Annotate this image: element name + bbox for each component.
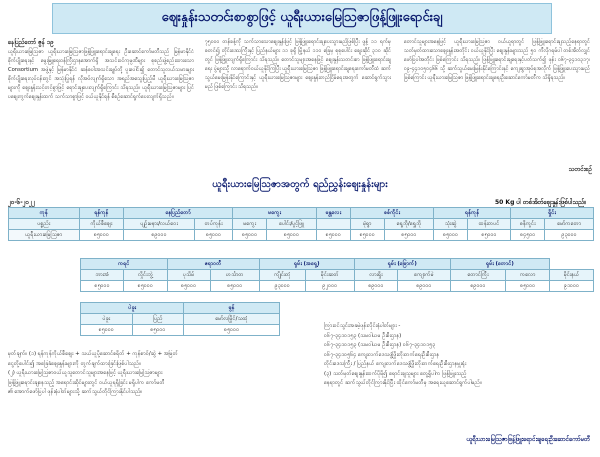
region-header: ပဲခူး <box>81 303 184 314</box>
town-header: ပုသိမ် <box>167 270 210 281</box>
price-cell: ၈၄၅၀၀ <box>511 230 545 241</box>
news-article <box>8 38 592 174</box>
town-header: တပ်ကုန်း <box>195 219 233 230</box>
town-header: မုံရွာ <box>350 219 384 230</box>
region-header: ဧရာဝတီ <box>167 259 259 270</box>
price-cell: ၈၅၀၀၀ <box>233 230 267 241</box>
article-column-1-text: ယူရီးယားမြေဩဇာ ယူရီးယားမြေဩဇာဖြန့်ဖြူးရောင်းချရေး ဦးဆောင်ကော်မတီသည် မြန်မာနိုင်ငံ စိုက်ပျိုးရေးနှင့် မွေးမြူရေးဝန်ကြီးဌာနအောက်ရှိ အသင်းဝင်ကုမ္ပဏီများ စုစည်းဖွဲ့စည်းထားသော Consortium အဖွဲ့နှင့် မြန်မာနိုင်ငံ ဆန်စပါးအသင်းချုပ်တို့ ပူးပေါင်း၍ တောင်သူလယ်သမားများ စိုက်ပျိုးရေးလုပ်ငန်းတွင် အသုံးပြုရန် လိုအပ်လျက်ရှိသော အရည်အသွေးပြည့်မီ ယူရီးယားမြေဩဇာများကို ဈေးနှုန်းသင့်တင့်စွာဖြင့် ရောင်းချပေးလျက်ရှိကြောင်း သိရသည်။ ယူရီးယားမြေဩဇာများ ပြင်ပဈေးကွက်ဈေးနှုန်းထက် သက်သာစွာဖြင့် ဝယ်ယူနိုင်ရန် စီစဉ်ဆောင်ရွက်ပေးလျက်ရှိသည်။ <box>8 49 194 100</box>
price-cell: ၈၅၀၀၀ <box>184 325 280 336</box>
region-header: ရန်ကုန် <box>434 208 511 219</box>
note-line: (၂) ယူရီးယားမြေဩဇာဝယ်ယူသူတောင်သူများအနေဖြင့် ယူရီးယားမြေဩဇာများ <box>8 370 163 376</box>
article-column-1 <box>8 38 194 174</box>
region-header: မွန် <box>184 303 280 314</box>
region-header: ကရင် <box>81 259 168 270</box>
note-line: ၏ အောက်ဖော်ပြပါ ဖုန်းနံပါတ်များသို့ ဆက်သွယ်တိုင်ကြားနိုင်ပါသည်။ <box>8 389 143 395</box>
town-header: ရွေဘို/ရွှေဘို <box>384 219 433 230</box>
table-corner-subheader: ပစ္စည်း <box>9 219 80 230</box>
notes-right <box>324 322 594 432</box>
article-dateline: နေပြည်တော် ဇွန် ၁၉ <box>8 39 54 46</box>
town-header <box>316 219 350 230</box>
price-cell: ၈၅၀၀၀ <box>350 230 384 241</box>
town-header: တောင်ကြီး <box>450 270 505 281</box>
price-cell: ၈၅၀၀၀ <box>316 230 350 241</box>
price-cell: ၈၅၀၀၀ <box>434 230 468 241</box>
town-header: ဟင်္သာတ <box>210 270 259 281</box>
price-cell: ၈၅၀၀၀ <box>267 230 317 241</box>
town-header: မိုင်းဆတ် <box>305 270 354 281</box>
price-cell: ၈၉၀၀၀ <box>398 281 451 292</box>
page-title: ဈေးနှုန်းသတင်းစာစွာဖြင့် ယူရီးယားမြေဩဇာဖြန့်ဖြူးရောင်းချ <box>52 3 552 34</box>
town-header: လားရှိုး <box>354 270 397 281</box>
town-header: မော်ကတော <box>545 219 594 230</box>
contact-line: (၃) သတ်မှတ်ဈေးနှုန်းထက်ပိုမို၍ ရောင်းချသူများ တွေ့ရှိပါက ဖြန့်ဖြူးသည့် <box>324 370 467 377</box>
region-header: ရှမ်း (အရှေ့) <box>259 259 354 270</box>
table-corner-header: ကုန် <box>9 208 80 219</box>
region-header: မန္တလေး <box>316 208 350 219</box>
price-cell: ၈၅၀၀၀ <box>81 325 133 336</box>
price-cell: ၈၅၀၀၀ <box>506 281 550 292</box>
region-header: နေပြည်တော် <box>124 208 233 219</box>
town-header: ကျိုင်းတုံ <box>259 270 305 281</box>
product-name: ယူရီးယားမြေဩဇာ <box>9 230 80 241</box>
town-header: မော်လမြိုင်/သထုံ <box>184 314 280 325</box>
contact-line: ၀၆၇-၃၄၁၀၁၅၃ (သမဝါယမ ဦးစီးဌာန) <box>324 332 402 339</box>
price-cell: ၈၅၀၀၀ <box>468 230 511 241</box>
price-cell: ၈၉၀၀၀ <box>450 281 505 292</box>
base-price-subheader: ကိုယ်စီဈေး <box>79 219 124 230</box>
table-unit-note: 50 Kg ပါ တစ်အိတ်ဈေးနှုန်းဖြစ်ပါသည်။ <box>494 199 586 206</box>
region-header: စစ်ကိုင်း <box>350 208 433 219</box>
price-cell: ၈၅၀၀၀ <box>210 281 259 292</box>
article-byline: သတင်းစဉ် <box>568 166 592 173</box>
region-header: ရှိုင်း <box>511 208 594 219</box>
price-section-title: ယူရီးယားမြေဩဇာအတွက် ရည်ညွှန်းဈေးနှုန်းများ <box>212 179 388 190</box>
town-header: ပြည် <box>132 314 184 325</box>
town-header: ကျောက်မဲ <box>398 270 451 281</box>
price-cell: ၉၁၀၀၀ <box>550 281 594 292</box>
contact-line: ၀၆၇-၃၄၁၀၅၆၄ ကျေးလက်ဒေသဖွံ့ဖြိုးတိုးတက်ရေးဦးစီးဌာန <box>324 351 440 358</box>
price-cell: ၈၅၀၀၀ <box>167 281 210 292</box>
price-cell: ၉၃၀၀၀ <box>259 281 305 292</box>
town-header: သုံးဆွဲ <box>434 219 468 230</box>
town-header: ဘားအံ <box>81 270 124 281</box>
price-cell: ၉၂၀၀၀ <box>305 281 354 292</box>
note-line: ဖြန့်ဖြူးရောင်းချနေသည့် အရောင်းဆိုင်များတွင် ဝယ်ယူရရှိခြင်း မရှိပါက ကော်မတီ <box>8 379 165 386</box>
notes-left <box>8 350 308 450</box>
price-cell: ၈၉၀၀၀ <box>354 281 397 292</box>
town-header: ဓနိကွင်း <box>511 219 545 230</box>
note-line: မှတ်ချက်။ (၁) ရန်ကုန်ကိုယ်စီဈေး + သယ်ယူပို့ဆောင်စရိတ် + ကုန်စာဝ်/ဆွဲ + အမြတ် <box>8 351 179 357</box>
price-cell: ၈၅၀၀၀ <box>195 230 233 241</box>
base-price-value: ၈၅၀၀၀ <box>79 230 124 241</box>
price-cell: ၈၅၀၀၀ <box>81 281 124 292</box>
article-column-2: ၇၅၀၀၀ တန်ခန့်ကို သက်သာသောဈေးနှုန်းဖြင့် ဖြန့်ဖြူးရောင်းချပေးသွားမည်ဖြစ်ပြီး ဖွန့် ၁၁ ရက်မှစတင်၍ တိုင်းဒေသကြီးနှင့် ပြည်နယ်များ ၁၁ ခုရှိ မြို့နယ် ၁၁၀ ခြေမှ စုစုပေါင်း စျေးဆိုင် ၃၁၀ ဆိုင်တွင် ဖြန့်ဖြူးလျက်ရှိကြောင်း သိရသည်။ တောင်သူများအနေဖြင့် ဈေးနှုန်းသတင်းစာ ဖြန့်ဖြူးရောင်းချရေး ပွဲများသို့ လာရောက်ဝယ်ယူနိုင်ကြပြီး ယူရီးယားမြေဩဇာ ဖြန့်ဖြူးရောင်းချရေးကော်မတီထံ ဆက်သွယ်မေးမြန်းနိုင်ကြောင်းနှင့် ယူရီးယားမြေဩဇာများ ဈေးနှုန်းတည်ငြိမ်ရေးအတွက် ဆောင်ရွက်သွားမည် ဖြစ်ကြောင်း သိရသည်။ <box>205 39 391 90</box>
price-table-1 <box>8 207 594 241</box>
price-cell: ၈၉၀၀၀ <box>124 230 195 241</box>
note-line: ငွေတို့ပေါင်း၍ အခြေခံဈေးနှုန်းများကို တွက်ချက်ထားခြင်းဖြစ်ပါသည်။ <box>8 360 141 367</box>
town-header: မိုင်းနယ် <box>550 270 594 281</box>
price-table-3 <box>80 302 280 336</box>
base-price-header: ရန်ကုန် <box>79 208 124 219</box>
town-header: ပဲခူး <box>81 314 133 325</box>
region-header: မကွေး <box>233 208 317 219</box>
committee-signature: ယူရီးယားမြေဩဇာဖြန့်ဖြူးရောင်းချရေးဦးဆောင်ကော်မတီ <box>466 436 590 443</box>
price-cell: ၈၅၀၀၀ <box>124 281 167 292</box>
contact-line: ၀၆၇-၃၄၁၀၁၅၃ (သမဝါယမ ဦးစီးဌာန) ၀၆၇-၃၄၁၀၁၅၃ <box>324 342 436 348</box>
town-header: ပျဉ်းမနား/လယ်ဝေး <box>124 219 195 230</box>
price-cell: ၈၅၀၀၀ <box>384 230 433 241</box>
town-header: မကွေး <box>233 219 267 230</box>
contact-line: တိုင်းဒေသကြီး / ပြည်နယ် ကျေးလက်ဒေသဖွံ့ဖြိုးတိုးတက်ရေးဦးစီးဌာနမှူးရုံး <box>324 361 467 367</box>
price-cell: ၉၃၀၀၀ <box>545 230 594 241</box>
price-cell: ၈၅၀၀၀ <box>132 325 184 336</box>
region-header: ရှမ်း (တောင်) <box>450 259 549 270</box>
contact-line: နေရာတွင် ဆက်သွယ်တိုင်ကြားနိုင်ပြီး ထိုင်ကော်မတီမှ အရေးယူဆောင်ရွက်ပါမည်။ <box>324 380 482 386</box>
region-header: ရှမ်း (မြောက်) <box>354 259 450 270</box>
contact-line: ကြားဝင်သွင်းအခမဲ့ဖုန်းလိုင်းနံပါတ်များ - <box>324 323 401 329</box>
town-header: ပေါင်း/ပွင့်ဖြူ <box>267 219 317 230</box>
town-header: ထန်းတပင် <box>468 219 511 230</box>
price-table-2 <box>80 258 594 292</box>
article-column-3: တောင်သူများအနေဖြင့် ယူရီးယားမြေဩဇာ ဝယ်ယူရာတွင် ဖြန့်ဖြူးရောင်းချသည့်နေရာတွင် သတ်မှတ်ထားသောဈေးနှုန်းအတိုင်း ဝယ်ယူနိုင်ပြီး ဈေးနှုန်းများသည် ၅၀ ကီလိုဂရမ်ပါ တစ်အိတ်လျှင် ဖော်ပြပါအတိုင်း ဖြစ်ကြောင်း သိရသည်။ ဖြန့်ဖြူးရောင်းချရေးနှင့်ပတ်သက်၍ ဖုန်း ၀၆၇-၃၄၁၀၃၁၇၊ ၀၉-၄၄၁၀၅၀၄၆၆ သို့ ဆက်သွယ်မေးမြန်းနိုင်ကြောင်းနှင့် ကျေးရွာအုပ်စုအလိုက် ဖြန့်ဖြူးပေးသွားမည်ဖြစ်ကြောင်း ယူရီးယားမြေဩဇာ ဖြန့်ဖြူးရောင်းချရေးဦးဆောင်ကော်မတီက သိရှိရသည်။ <box>404 39 590 81</box>
town-header: ကလော <box>506 270 550 281</box>
town-header: လှိုင်းဘွဲ့ <box>124 270 167 281</box>
table-date: ၂၀-၆-၂၀၂၂ <box>8 199 35 206</box>
